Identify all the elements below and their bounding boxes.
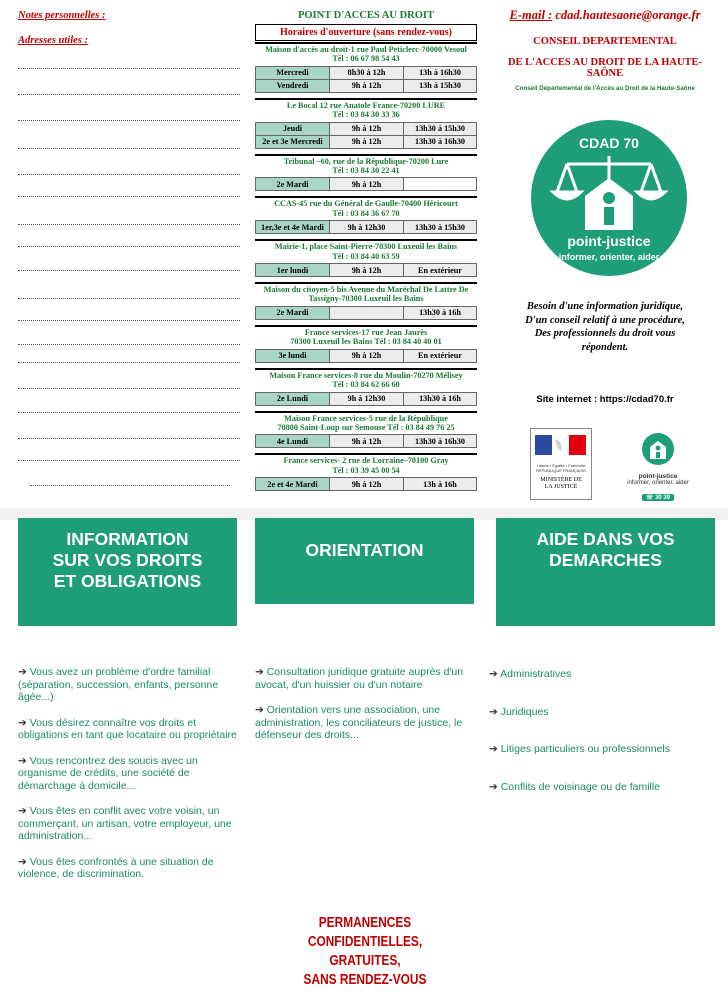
schedule-row (256, 221, 477, 234)
council-title-line1: CONSEIL DEPARTEMENTAL (533, 36, 677, 47)
list-item (18, 717, 240, 742)
location-block (255, 42, 477, 93)
list-item-text: Juridiques (500, 705, 549, 718)
note-dotted-line[interactable] (18, 94, 240, 95)
location-block (255, 94, 477, 149)
note-dotted-line[interactable] (18, 68, 240, 69)
tagline-line: Besoin d'une information juridique, (526, 301, 684, 312)
list-item (489, 743, 714, 756)
list-item (18, 666, 240, 704)
notes-last-line (30, 485, 230, 486)
ministry-republic-text: Liberté • Égalité • Fraternité RÉPUBLIQUE FRANÇAISE (536, 463, 586, 473)
list-item-text: Administratives (500, 668, 572, 680)
note-dotted-line[interactable] (18, 438, 240, 439)
list-item-text: Litiges particuliers ou professionnels (500, 743, 670, 755)
list-item-text: Conflits de voisinage ou de famille (500, 780, 661, 793)
section-title-line: INFORMATION (66, 529, 189, 549)
location-address (255, 156, 477, 178)
schedule-row (256, 135, 477, 148)
schedule-afternoon: 13h30 à 15h30 (404, 122, 477, 135)
section-info-list (18, 666, 240, 894)
arrow-icon: ➔ (489, 668, 501, 680)
location-block (255, 278, 477, 320)
location-block (255, 364, 477, 406)
schedule-row (256, 478, 477, 491)
schedule-afternoon: En extérieur (404, 264, 477, 277)
schedule-row (256, 392, 477, 405)
note-dotted-line[interactable] (18, 362, 240, 363)
tagline-line: répondent. (581, 341, 629, 353)
point-justice-icon (641, 432, 675, 466)
list-item-text: Vous êtes confrontés à une situation de violence, de discrimination. (18, 855, 214, 880)
location-block (255, 407, 477, 449)
list-item-text: Vous avez un problème d'ordre familial (séparation, succession, enfants, personne âgée...) (18, 666, 219, 703)
address-line: CCAS-45 rue du Général de Gaulle-70400 Héricourt (274, 199, 458, 209)
schedule-row (256, 264, 477, 277)
section-orientation-header (255, 518, 474, 604)
ministry-line: LA JUSTICE (544, 484, 578, 490)
arrow-icon: ➔ (489, 780, 501, 793)
section-info-header (18, 518, 237, 626)
address-line: Tél : 03 84 62 66 60 (332, 380, 400, 390)
cdad70-logo (529, 118, 689, 278)
footer-line: SANS RENDEZ-VOUS (303, 972, 427, 988)
useful-addresses-label: Adresses utiles : (18, 35, 89, 46)
list-item-text: Vous êtes en conflit avec votre voisin, un commerçant, un artisan, votre employeur, une administration... (18, 805, 232, 842)
location-address (255, 198, 477, 220)
section-title-line: SUR VOS DROITS (52, 550, 203, 570)
location-address (255, 100, 477, 122)
footer-line: GRATUITES, (329, 953, 401, 969)
address-line: 70300 Luxeuil les Bains Tél : 03 84 40 40 01 (290, 337, 442, 347)
marianne-flag-icon (531, 429, 591, 463)
location-block (255, 150, 477, 192)
address-line: 70800 Saint-Loup sur Semouse Tél : 03 84 49 76 25 (277, 422, 455, 432)
section-title-line: ET OBLIGATIONS (53, 571, 202, 591)
location-block (255, 192, 477, 234)
address-line: Tél : 06 67 98 54 43 (332, 54, 400, 64)
schedule-morning: 9h à 12h (330, 264, 404, 277)
schedule-table (255, 392, 477, 406)
note-dotted-line[interactable] (18, 344, 240, 345)
section-title-line: ORIENTATION (305, 540, 424, 560)
website-line[interactable]: Site internet : https://cdad70.fr (536, 394, 674, 405)
council-subtitle: Conseil Départemental de l'Accès au Droit de la Haute-Saône (515, 85, 695, 92)
schedule-table (255, 434, 477, 448)
logo-brand: point-justice (567, 233, 651, 249)
schedule-afternoon (404, 178, 477, 191)
tagline-line: Des professionnels du droit vous (534, 328, 676, 339)
location-block (255, 449, 477, 491)
location-address (255, 413, 477, 435)
phone-number: 30 39 (655, 495, 671, 501)
schedule-day: 2e Mardi (256, 306, 330, 319)
note-dotted-line[interactable] (18, 174, 240, 175)
schedule-row (256, 122, 477, 135)
note-dotted-line[interactable] (18, 120, 240, 121)
footer-line: PERMANENCES CONFIDENTIELLES, (307, 915, 423, 950)
list-item (489, 668, 714, 681)
ministry-justice-logo (530, 428, 592, 500)
address-line: Tél : 03 84 30 22 41 (332, 166, 400, 176)
note-dotted-line[interactable] (18, 460, 240, 461)
note-dotted-line[interactable] (18, 388, 240, 389)
schedule-day: 2e Lundi (256, 392, 330, 405)
address-line: France services-17 rue Jean Jaurès (304, 327, 428, 337)
list-item (489, 781, 714, 794)
schedule-row (256, 349, 477, 362)
schedule-afternoon: 13h30 à 16h (404, 392, 477, 405)
schedule-morning: 9h à 12h (330, 435, 404, 448)
schedule-table (255, 349, 477, 363)
schedule-table (255, 306, 477, 320)
schedule-day: 3e lundi (256, 349, 330, 362)
access-point-title: POINT D'ACCES AU DROIT (297, 10, 435, 21)
section-help-list (489, 668, 714, 818)
schedule-row (256, 79, 477, 92)
personal-notes-label: Notes personnelles : (18, 10, 106, 21)
schedule-day: Vendredi (256, 79, 330, 92)
schedule-day: 4e Lundi (256, 435, 330, 448)
schedule-morning: 9h à 12h30 (330, 221, 404, 234)
location-block (255, 321, 477, 363)
arrow-icon: ➔ (18, 666, 30, 678)
address-line: Tassigny-70300 Luxeuil les Bains (308, 294, 424, 304)
list-item (18, 755, 240, 793)
hours-header: Horaires d'ouverture (sans rendez-vous) (255, 24, 477, 41)
schedule-afternoon: 13h à 15h30 (404, 79, 477, 92)
schedule-morning: 9h à 12h (330, 79, 404, 92)
arrow-icon: ➔ (255, 666, 267, 678)
arrow-icon: ➔ (18, 754, 30, 767)
schedule-morning: 9h à 12h (330, 478, 404, 491)
location-address (255, 327, 477, 349)
email-link[interactable]: cdad.hautesaone@orange.fr (555, 8, 701, 22)
schedule-morning: 9h à 12h (330, 178, 404, 191)
schedule-day: 2e et 3e Mercredi (256, 135, 330, 148)
arrow-icon: ➔ (255, 704, 267, 716)
arrow-icon: ➔ (489, 743, 501, 755)
schedule-row (256, 178, 477, 191)
section-orientation-list (255, 666, 477, 755)
tagline-line: D'un conseil relatif à une procédure, (525, 314, 685, 326)
council-title-line2: DE L'ACCES AU DROIT DE LA HAUTE-SAÔNE (507, 57, 703, 79)
ministry-line: MINISTÈRE DE (540, 477, 582, 483)
schedule-day: 1er lundi (256, 264, 330, 277)
address-line: Tél : 03 39 45 00 54 (332, 465, 400, 475)
notes-column (18, 10, 243, 46)
address-line: Tél : 03 84 36 67 70 (332, 208, 400, 218)
schedule-morning: 8h30 à 12h (330, 66, 404, 79)
note-dotted-line[interactable] (18, 412, 240, 413)
schedule-morning: 9h à 12h (330, 122, 404, 135)
schedule-afternoon: 13h30 à 16h30 (404, 435, 477, 448)
location-address (255, 284, 477, 306)
schedule-day: 2e et 4e Mardi (256, 478, 330, 491)
email-label: E-mail : (509, 8, 553, 22)
schedule-day: Jeudi (256, 122, 330, 135)
email-line (490, 8, 720, 23)
schedule-afternoon: 13h à 16h (404, 478, 477, 491)
schedule-afternoon: En extérieur (404, 349, 477, 362)
address-line: Maison du citoyen-5 bis Avenue du Maréchal De Lattre De (263, 285, 469, 295)
list-item (489, 706, 714, 719)
schedule-table (255, 122, 477, 149)
location-address (255, 241, 477, 263)
address-line: France services- 2 rue de Lorraine–70100 Gray (283, 456, 449, 466)
arrow-icon: ➔ (18, 855, 30, 868)
location-address (255, 44, 477, 66)
access-point-column (255, 10, 477, 491)
note-dotted-line[interactable] (18, 196, 240, 197)
address-line: Tribunal –60, rue de la République-70200 Lure (283, 156, 449, 166)
note-dotted-line[interactable] (18, 320, 240, 321)
list-item-text: Vous rencontrez des soucis avec un organisme de crédits, une société de démarchage à domicile... (18, 754, 198, 792)
schedule-day: 1er,3e et 4e Mardi (256, 221, 330, 234)
ministry-name (531, 477, 591, 491)
schedule-afternoon: 13h30 à 15h30 (404, 221, 477, 234)
list-item (255, 666, 477, 691)
section-title-line: DEMARCHES (549, 550, 662, 570)
note-dotted-line[interactable] (18, 246, 240, 247)
location-block (255, 235, 477, 277)
schedule-day: 2e Mardi (256, 178, 330, 191)
schedule-row (256, 435, 477, 448)
schedule-morning: 9h à 12h (330, 135, 404, 148)
note-dotted-line[interactable] (18, 270, 240, 271)
address-line: Le Bocal 12 rue Anatole France-70200 LURE (286, 100, 446, 110)
list-item-text: Vous désirez connaître vos droits et obligations en tant que locataire ou propriétaire (18, 716, 237, 741)
tagline (490, 300, 720, 354)
schedule-day: Mercredi (256, 66, 330, 79)
schedule-row (256, 66, 477, 79)
address-line: Maison France services-5 rue de la République (284, 413, 448, 423)
schedule-morning: 9h à 12h30 (330, 392, 404, 405)
schedule-table (255, 220, 477, 234)
footer-banner (275, 914, 455, 990)
schedule-morning: 9h à 12h (330, 349, 404, 362)
arrow-icon: ➔ (18, 805, 30, 817)
arrow-icon: ➔ (18, 716, 30, 729)
address-line: Maison d'accès au droit-1 rue Paul Peticlerc-70000 Vesoul (265, 45, 467, 54)
schedule-table (255, 66, 477, 93)
address-line: Maison France services-8 rue du Moulin-70270 Mélisey (269, 370, 463, 380)
contact-column (490, 8, 720, 501)
schedule-table (255, 477, 477, 491)
location-address (255, 455, 477, 477)
address-line: Mairie-1, place Saint-Pierre-70300 Luxeuil les Bains (274, 242, 458, 252)
arrow-icon: ➔ (489, 705, 501, 718)
point-justice-phone: ☏ 30 39 (642, 494, 674, 501)
locations-list (255, 42, 477, 491)
address-line: Tél : 03 84 40 63 59 (332, 251, 400, 261)
point-justice-name: point-justice (638, 473, 678, 480)
note-dotted-line[interactable] (18, 298, 240, 299)
list-item (255, 704, 477, 742)
point-justice-logo (620, 432, 696, 500)
section-help-header (496, 518, 715, 626)
logo-motto: informer, orienter, aider (558, 252, 660, 262)
schedule-morning (330, 306, 404, 319)
schedule-afternoon: 13h30 à 16h (404, 306, 477, 319)
section-title-line: AIDE DANS VOS (536, 529, 675, 549)
address-line: Tél : 03 84 30 33 36 (332, 110, 400, 120)
schedule-row (256, 306, 477, 319)
location-address (255, 370, 477, 392)
schedule-table (255, 263, 477, 277)
list-item (18, 805, 240, 843)
list-item (18, 856, 240, 881)
note-dotted-line[interactable] (18, 148, 240, 149)
logo-title: CDAD 70 (579, 135, 639, 151)
point-justice-motto: informer, orienter, aider (627, 480, 689, 486)
list-item-text: Consultation juridique gratuite auprès d'un avocat, d'un huissier ou d'un notaire (255, 666, 464, 691)
note-dotted-line[interactable] (18, 224, 240, 225)
schedule-afternoon: 13h à 16h30 (404, 66, 477, 79)
schedule-table (255, 177, 477, 191)
schedule-afternoon: 13h30 à 16h30 (404, 135, 477, 148)
list-item-text: Orientation vers une association, une administration, les conciliateurs de justice, le défenseur des droits... (255, 704, 463, 741)
